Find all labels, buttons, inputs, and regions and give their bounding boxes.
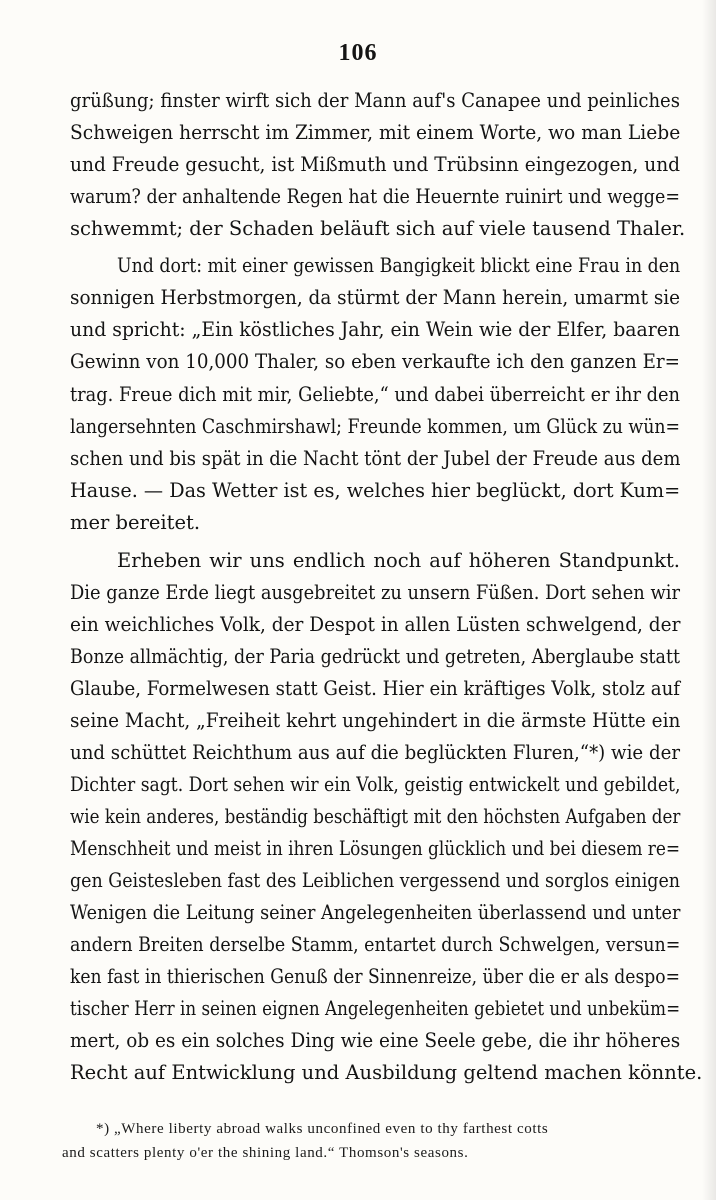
text-line: und schüttet Reichthum aus auf die beglückten Fluren,“*) wie der (70, 741, 681, 764)
text-line: sonnigen Herbstmorgen, da stürmt der Mann herein, umarmt sie (70, 286, 681, 309)
text-line: Glaube, Formelwesen statt Geist. Hier ein kräftiges Volk, stolz auf (70, 677, 681, 700)
paragraph-first-line: Erheben wir uns endlich noch auf höheren Standpunkt. (117, 549, 680, 572)
text-line: Gewinn von 10,000 Thaler, so eben verkaufte ich den ganzen Er= (70, 350, 680, 373)
page-edge-shadow (702, 0, 716, 1200)
text-line: Dichter sagt. Dort sehen wir ein Volk, geistig entwickelt und gebildet, (70, 773, 681, 796)
page-number: 106 (338, 40, 378, 66)
text-line: mert, ob es ein solches Ding wie eine Seele gebe, die ihr höheres (70, 1029, 681, 1052)
text-line: und spricht: „Ein köstliches Jahr, ein Wein wie der Elfer, baaren (70, 318, 681, 341)
text-line: und Freude gesucht, ist Mißmuth und Trübsinn eingezogen, und (70, 153, 681, 176)
paragraph-first-line: Und dort: mit einer gewissen Bangigkeit blickt eine Frau in den (117, 254, 681, 277)
text-line: Hause. — Das Wetter ist es, welches hier beglückt, dort Kum= (70, 479, 681, 502)
text-line: Recht auf Entwicklung und Ausbildung geltend machen könnte. (70, 1061, 703, 1084)
text-line: warum? der anhaltende Regen hat die Heuernte ruinirt und wegge= (70, 185, 680, 208)
text-line: ken fast in thierischen Genuß der Sinnenreize, über die er als despo= (70, 965, 680, 988)
text-line: seine Macht, „Freiheit kehrt ungehindert in die ärmste Hütte ein (70, 709, 681, 732)
text-line: trag. Freue dich mit mir, Geliebte,“ und dabei überreicht er ihr den (70, 383, 681, 406)
text-line: ein weichliches Volk, der Despot in allen Lüsten schwelgend, der (70, 613, 681, 636)
text-line: Bonze allmächtig, der Paria gedrückt und getreten, Aberglaube statt (70, 645, 680, 668)
footnote-line: *) „Where liberty abroad walks unconfined even to thy farthest cotts (96, 1121, 549, 1137)
text-line: Die ganze Erde liegt ausgebreitet zu unsern Füßen. Dort sehen wir (70, 581, 680, 604)
text-line: grüßung; finster wirft sich der Mann auf's Canapee und peinliches (70, 89, 680, 112)
text-line: gen Geistesleben fast des Leiblichen vergessend und sorglos einigen (70, 869, 681, 892)
text-line: langersehnten Caschmirshawl; Freunde kommen, um Glück zu wün= (70, 415, 681, 438)
text-line: schen und bis spät in die Nacht tönt der Jubel der Freude aus dem (70, 447, 681, 470)
footnote-line: and scatters plenty o'er the shining land.“ Thomson's seasons. (62, 1145, 469, 1161)
text-line: Schweigen herrscht im Zimmer, mit einem Worte, wo man Liebe (70, 121, 681, 144)
text-line: mer bereitet. (70, 511, 201, 534)
text-line: Menschheit und meist in ihren Lösungen glücklich und bei diesem re= (70, 837, 681, 860)
text-line: tischer Herr in seinen eignen Angelegenheiten gebietet und unbeküm= (70, 997, 681, 1020)
text-line: andern Breiten derselbe Stamm, entartet durch Schwelgen, versun= (70, 933, 681, 956)
text-line: Wenigen die Leitung seiner Angelegenheiten überlassend und unter (70, 901, 681, 924)
text-line: schwemmt; der Schaden beläuft sich auf viele tausend Thaler. (70, 217, 686, 240)
text-line: wie kein anderes, beständig beschäftigt mit den höchsten Aufgaben der (70, 805, 681, 828)
